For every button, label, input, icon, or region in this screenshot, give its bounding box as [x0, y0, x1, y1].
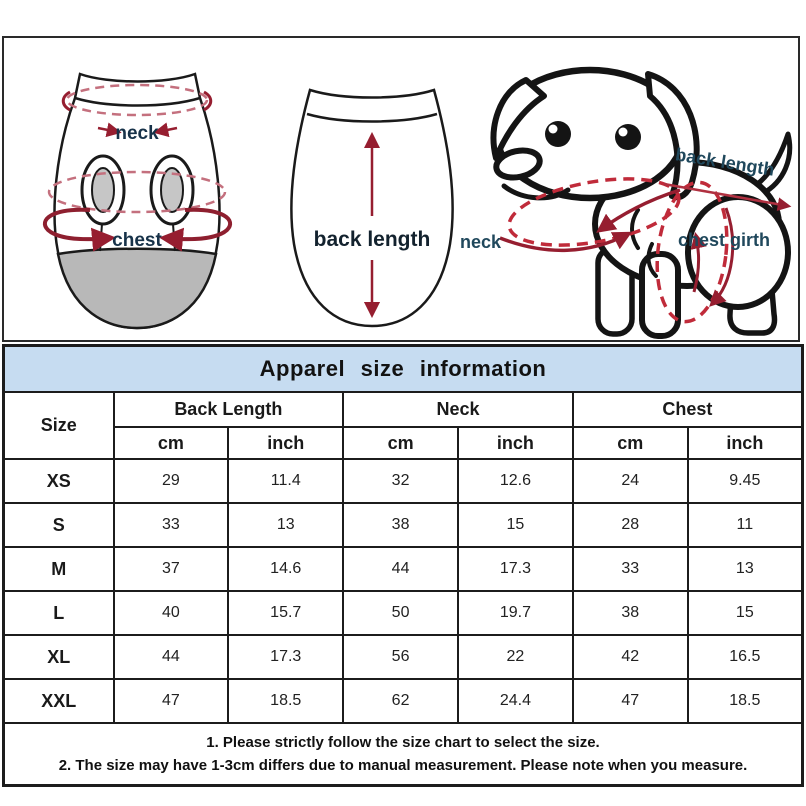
- value-cell: 33: [573, 547, 688, 591]
- value-cell: 28: [573, 503, 688, 547]
- dog-back-length-label: back length: [673, 144, 776, 180]
- dog-haunch: [688, 197, 788, 307]
- value-cell: 38: [573, 591, 688, 635]
- vest-neck-hook-left: [63, 92, 70, 110]
- size-header: Size: [4, 392, 114, 459]
- value-cell: 24.4: [458, 679, 573, 723]
- unit-header: cm: [343, 427, 458, 459]
- table-row: [4, 679, 803, 723]
- unit-header: cm: [573, 427, 688, 459]
- vest-chest-label: chest: [112, 230, 162, 251]
- value-cell: 42: [573, 635, 688, 679]
- notes-row: [4, 723, 803, 786]
- vest-diagram: [30, 64, 245, 336]
- dog-eye-left-shine: [549, 125, 558, 134]
- size-cell: M: [4, 547, 114, 591]
- value-cell: 18.5: [228, 679, 343, 723]
- value-cell: 50: [343, 591, 458, 635]
- value-cell: 12.6: [458, 459, 573, 503]
- dog-chest-girth-label: chest girth: [677, 230, 771, 250]
- value-cell: 24: [573, 459, 688, 503]
- value-cell: 44: [114, 635, 229, 679]
- value-cell: 13: [228, 503, 343, 547]
- note-line-1: 1. Please strictly follow the size chart to select the size.: [206, 733, 600, 751]
- unit-header: inch: [228, 427, 343, 459]
- value-cell: 22: [458, 635, 573, 679]
- dog-eye-right: [615, 124, 641, 150]
- table-row: [4, 459, 803, 503]
- table-title: Apparel size information: [4, 346, 803, 393]
- notes-cell: [4, 723, 803, 786]
- table-row: [4, 635, 803, 679]
- unit-header: inch: [688, 427, 803, 459]
- value-cell: 29: [114, 459, 229, 503]
- value-cell: 14.6: [228, 547, 343, 591]
- value-cell: 47: [573, 679, 688, 723]
- size-cell: XL: [4, 635, 114, 679]
- table-row: [4, 547, 803, 591]
- value-cell: 11: [688, 503, 803, 547]
- value-cell: 32: [343, 459, 458, 503]
- apparel-size-table: [2, 344, 804, 787]
- value-cell: 62: [343, 679, 458, 723]
- table-row: [4, 591, 803, 635]
- value-cell: 33: [114, 503, 229, 547]
- unit-header-row: [4, 427, 803, 459]
- value-cell: 13: [688, 547, 803, 591]
- unit-header: inch: [458, 427, 573, 459]
- value-cell: 15: [458, 503, 573, 547]
- back-length-header: Back Length: [114, 392, 344, 427]
- size-cell: XS: [4, 459, 114, 503]
- value-cell: 9.45: [688, 459, 803, 503]
- dog-front-leg-near: [642, 254, 678, 336]
- size-cell: XXL: [4, 679, 114, 723]
- value-cell: 18.5: [688, 679, 803, 723]
- group-header-row: [4, 392, 803, 427]
- chest-header: Chest: [573, 392, 803, 427]
- vest-neck-label: neck: [115, 123, 159, 144]
- dog-eye-left: [545, 121, 571, 147]
- neck-header: Neck: [343, 392, 573, 427]
- size-cell: L: [4, 591, 114, 635]
- value-cell: 11.4: [228, 459, 343, 503]
- dog-diagram: [442, 42, 800, 342]
- title-row: [4, 346, 803, 393]
- garment-back-length-label: back length: [313, 228, 431, 251]
- value-cell: 37: [114, 547, 229, 591]
- vest-belly-panel: [58, 249, 216, 328]
- value-cell: 44: [343, 547, 458, 591]
- value-cell: 56: [343, 635, 458, 679]
- size-cell: S: [4, 503, 114, 547]
- table-row: [4, 503, 803, 547]
- value-cell: 47: [114, 679, 229, 723]
- value-cell: 17.3: [228, 635, 343, 679]
- measurement-diagrams: [2, 36, 800, 342]
- value-cell: 16.5: [688, 635, 803, 679]
- dog-neck-label: neck: [460, 232, 502, 252]
- value-cell: 17.3: [458, 547, 573, 591]
- value-cell: 38: [343, 503, 458, 547]
- unit-header: cm: [114, 427, 229, 459]
- note-line-2: 2. The size may have 1-3cm differs due to manual measurement. Please note when you measure.: [58, 757, 748, 774]
- value-cell: 15.7: [228, 591, 343, 635]
- dog-eye-right-shine: [619, 128, 628, 137]
- value-cell: 19.7: [458, 591, 573, 635]
- value-cell: 15: [688, 591, 803, 635]
- value-cell: 40: [114, 591, 229, 635]
